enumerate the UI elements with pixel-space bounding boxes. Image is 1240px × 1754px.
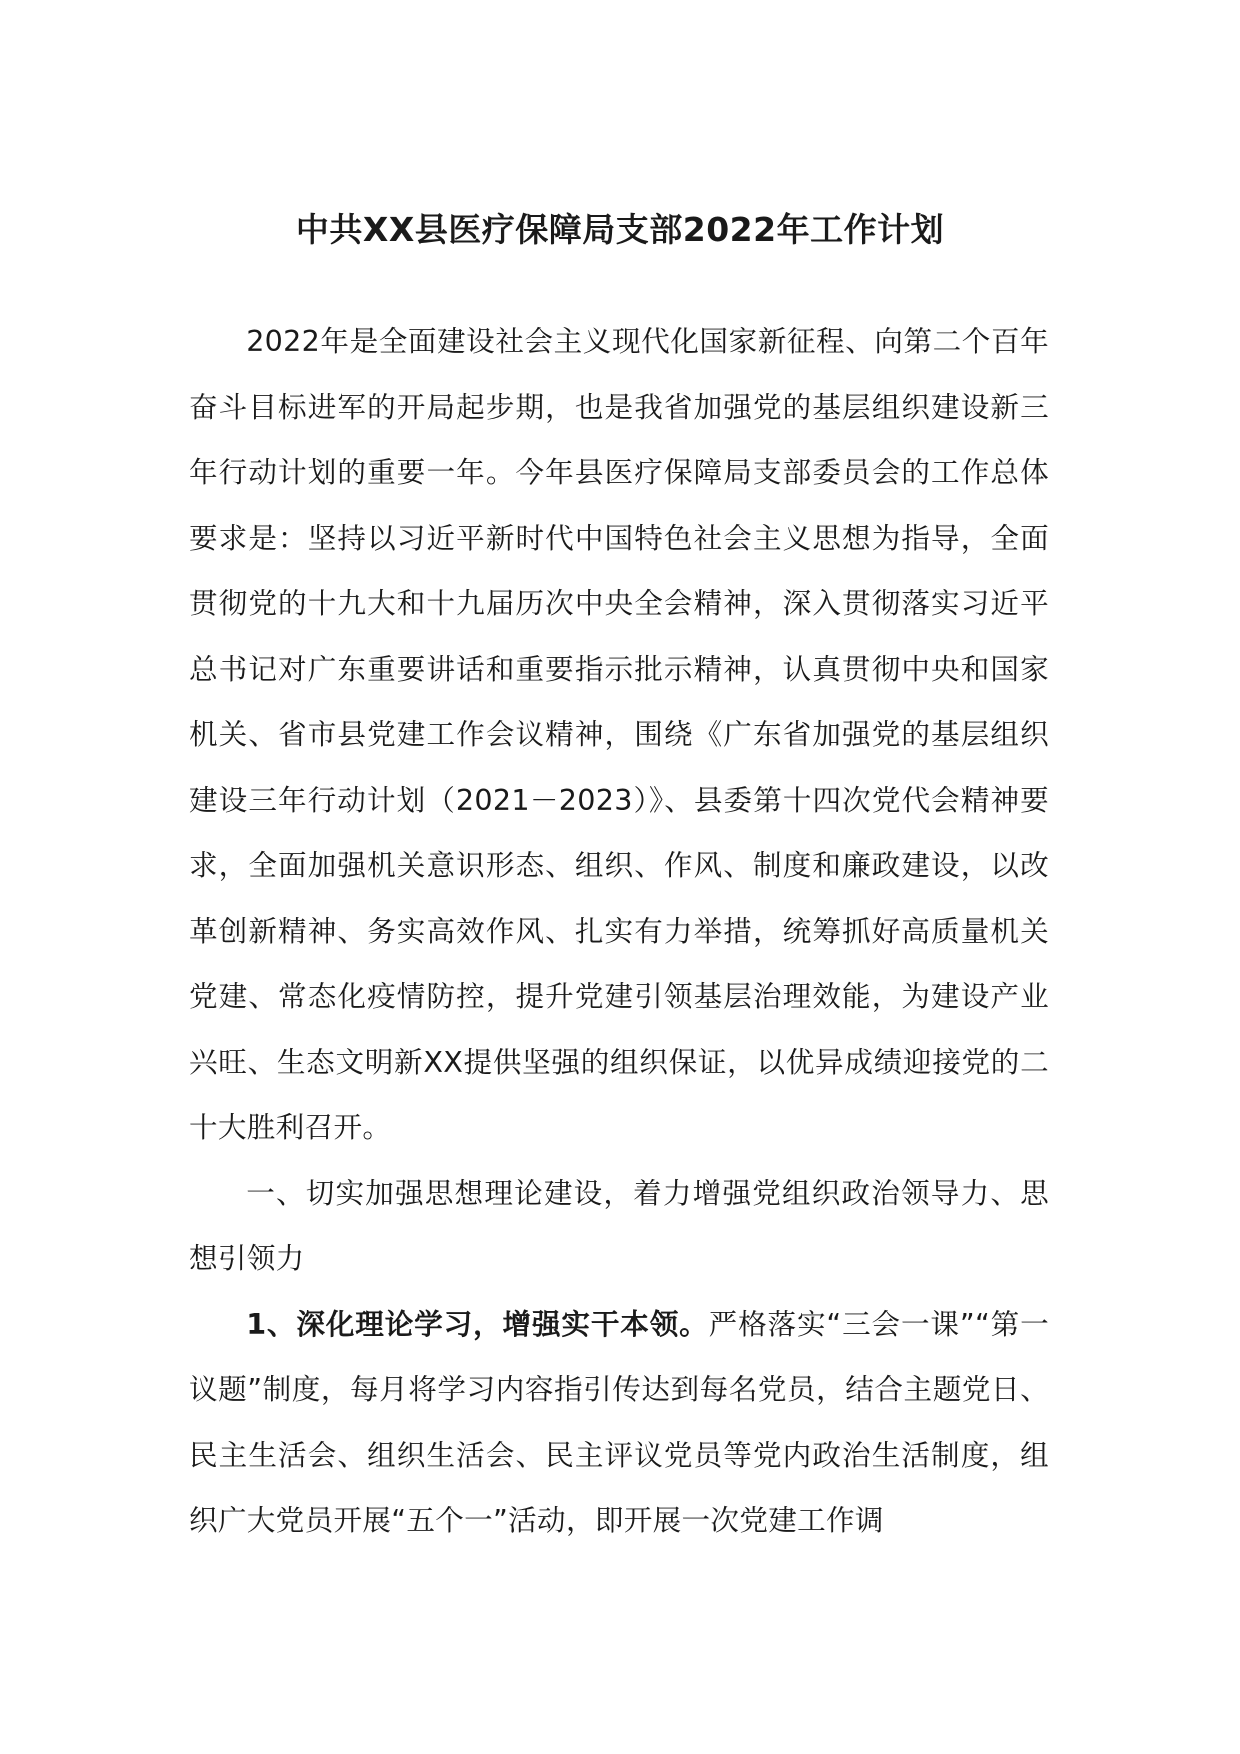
section-heading-1: 一、切实加强思想理论建设，着力增强党组织政治领导力、思想引领力	[189, 1175, 1049, 1275]
paragraph-intro: 2022年是全面建设社会主义现代化国家新征程、向第二个百年奋斗目标进军的开局起步期，也是我省加强党的基层组织建设新三年行动计划的重要一年。今年县医疗保障局支部委员会的工作总体要求是：坚持以习近平新时代中国特色社会主义思想为指导，全面贯彻党的十九大和十九届历次中央全会精神，深入贯彻落实习近平总书记对广东重要讲话和重要指示批示精神，认真贯彻中央和国家机关、省市县党建工作会议精神，围绕《广东省加强党的基层组织建设三年行动计划（2021－2023）》、县委第十四次党代会精神要求，全面加强机关意识形态、组织、作风、制度和廉政建设，以改革创新精神、务实高效作风、扎实有力举措，统筹抓好高质量机关党建、常态化疫情防控，提升党建引领基层治理效能，为建设产业兴旺、生态文明新XX提供坚强的组织保证，以优异成绩迎接党的二十大胜利召开。	[189, 324, 1049, 1144]
item-1-text: 严格落实“三会一课”“第一议题”制度，每月将学习内容指引传达到每名党员，结合主题党日、民主生活会、组织生活会、民主评议党员等党内政治生活制度，组织广大党员开展“五个一”活动，即开展一次党建工作调	[189, 1306, 1049, 1537]
document-title: 中共XX县医疗保障局支部2022年工作计划	[295, 210, 945, 249]
paragraph-item-1	[189, 1292, 1049, 1554]
document-body	[189, 309, 1049, 1554]
item-1-bold-lead: 1、深化理论学习，增强实干本领。	[246, 1306, 709, 1341]
